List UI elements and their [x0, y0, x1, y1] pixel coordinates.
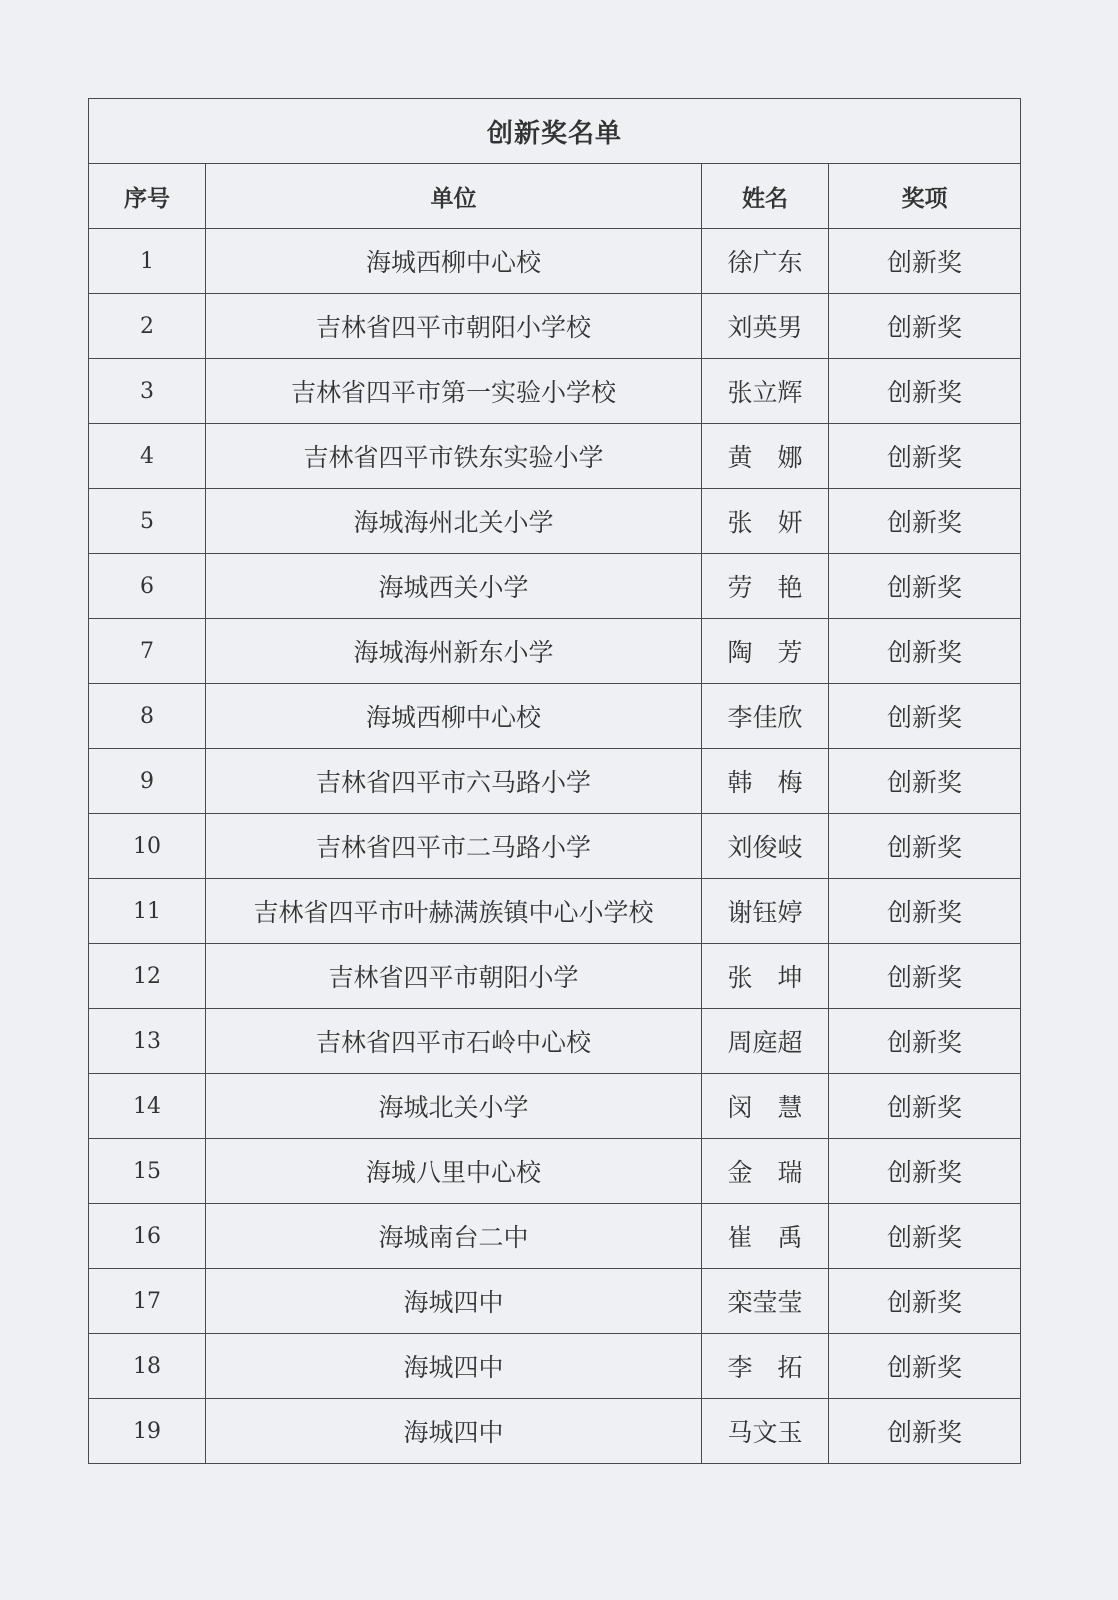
table-row: [89, 1334, 1021, 1399]
cell-name: 李佳欣: [702, 684, 829, 749]
table-row: [89, 1139, 1021, 1204]
cell-award: 创新奖: [829, 489, 1021, 554]
cell-unit: 海城西柳中心校: [206, 684, 702, 749]
cell-index: 15: [89, 1139, 206, 1204]
cell-unit: 吉林省四平市石岭中心校: [206, 1009, 702, 1074]
cell-index: 8: [89, 684, 206, 749]
cell-index: 4: [89, 424, 206, 489]
cell-index: 19: [89, 1399, 206, 1464]
cell-name: 崔 禹: [702, 1204, 829, 1269]
cell-award: 创新奖: [829, 619, 1021, 684]
table-title: 创新奖名单: [89, 99, 1021, 164]
cell-name: 韩 梅: [702, 749, 829, 814]
table-row: [89, 1074, 1021, 1139]
cell-name: 李 拓: [702, 1334, 829, 1399]
cell-award: 创新奖: [829, 359, 1021, 424]
cell-name: 张 坤: [702, 944, 829, 1009]
cell-name: 徐广东: [702, 229, 829, 294]
cell-award: 创新奖: [829, 1334, 1021, 1399]
cell-index: 17: [89, 1269, 206, 1334]
cell-award: 创新奖: [829, 294, 1021, 359]
cell-index: 11: [89, 879, 206, 944]
cell-unit: 海城四中: [206, 1269, 702, 1334]
cell-award: 创新奖: [829, 944, 1021, 1009]
award-table: [88, 98, 1021, 1464]
cell-unit: 海城西柳中心校: [206, 229, 702, 294]
cell-unit: 吉林省四平市朝阳小学: [206, 944, 702, 1009]
cell-award: 创新奖: [829, 1399, 1021, 1464]
table-row: [89, 229, 1021, 294]
table-row: [89, 749, 1021, 814]
cell-award: 创新奖: [829, 554, 1021, 619]
header-name: 姓名: [702, 164, 829, 229]
table-row: [89, 1009, 1021, 1074]
cell-award: 创新奖: [829, 424, 1021, 489]
cell-index: 5: [89, 489, 206, 554]
table-row: [89, 944, 1021, 1009]
cell-index: 1: [89, 229, 206, 294]
cell-unit: 海城四中: [206, 1334, 702, 1399]
table-row: [89, 684, 1021, 749]
title-row: [89, 99, 1021, 164]
cell-name: 刘俊岐: [702, 814, 829, 879]
cell-index: 3: [89, 359, 206, 424]
header-award: 奖项: [829, 164, 1021, 229]
document-sheet: [88, 98, 1020, 1464]
cell-unit: 海城四中: [206, 1399, 702, 1464]
cell-index: 9: [89, 749, 206, 814]
cell-award: 创新奖: [829, 229, 1021, 294]
cell-index: 12: [89, 944, 206, 1009]
cell-unit: 吉林省四平市叶赫满族镇中心小学校: [206, 879, 702, 944]
cell-award: 创新奖: [829, 1074, 1021, 1139]
cell-award: 创新奖: [829, 814, 1021, 879]
cell-index: 16: [89, 1204, 206, 1269]
table-row: [89, 619, 1021, 684]
cell-name: 张 妍: [702, 489, 829, 554]
cell-award: 创新奖: [829, 684, 1021, 749]
cell-unit: 海城八里中心校: [206, 1139, 702, 1204]
cell-award: 创新奖: [829, 1204, 1021, 1269]
cell-award: 创新奖: [829, 1139, 1021, 1204]
table-row: [89, 554, 1021, 619]
cell-unit: 海城北关小学: [206, 1074, 702, 1139]
cell-name: 金 瑞: [702, 1139, 829, 1204]
header-unit: 单位: [206, 164, 702, 229]
cell-name: 劳 艳: [702, 554, 829, 619]
table-row: [89, 1269, 1021, 1334]
cell-unit: 海城海州北关小学: [206, 489, 702, 554]
cell-index: 6: [89, 554, 206, 619]
cell-index: 14: [89, 1074, 206, 1139]
cell-index: 2: [89, 294, 206, 359]
cell-index: 18: [89, 1334, 206, 1399]
cell-unit: 吉林省四平市二马路小学: [206, 814, 702, 879]
cell-name: 周庭超: [702, 1009, 829, 1074]
cell-unit: 海城南台二中: [206, 1204, 702, 1269]
cell-name: 张立辉: [702, 359, 829, 424]
cell-award: 创新奖: [829, 1009, 1021, 1074]
cell-unit: 海城海州新东小学: [206, 619, 702, 684]
cell-index: 13: [89, 1009, 206, 1074]
cell-name: 刘英男: [702, 294, 829, 359]
table-row: [89, 489, 1021, 554]
cell-unit: 吉林省四平市第一实验小学校: [206, 359, 702, 424]
cell-unit: 海城西关小学: [206, 554, 702, 619]
table-row: [89, 294, 1021, 359]
table-row: [89, 424, 1021, 489]
table-row: [89, 359, 1021, 424]
cell-name: 闵 慧: [702, 1074, 829, 1139]
table-row: [89, 1204, 1021, 1269]
cell-name: 陶 芳: [702, 619, 829, 684]
cell-award: 创新奖: [829, 749, 1021, 814]
cell-name: 栾莹莹: [702, 1269, 829, 1334]
cell-name: 黄 娜: [702, 424, 829, 489]
cell-unit: 吉林省四平市六马路小学: [206, 749, 702, 814]
cell-unit: 吉林省四平市朝阳小学校: [206, 294, 702, 359]
cell-name: 马文玉: [702, 1399, 829, 1464]
table-row: [89, 1399, 1021, 1464]
cell-unit: 吉林省四平市铁东实验小学: [206, 424, 702, 489]
table-row: [89, 879, 1021, 944]
table-row: [89, 814, 1021, 879]
cell-award: 创新奖: [829, 879, 1021, 944]
cell-award: 创新奖: [829, 1269, 1021, 1334]
cell-index: 7: [89, 619, 206, 684]
cell-index: 10: [89, 814, 206, 879]
header-row: [89, 164, 1021, 229]
cell-name: 谢钰婷: [702, 879, 829, 944]
header-index: 序号: [89, 164, 206, 229]
